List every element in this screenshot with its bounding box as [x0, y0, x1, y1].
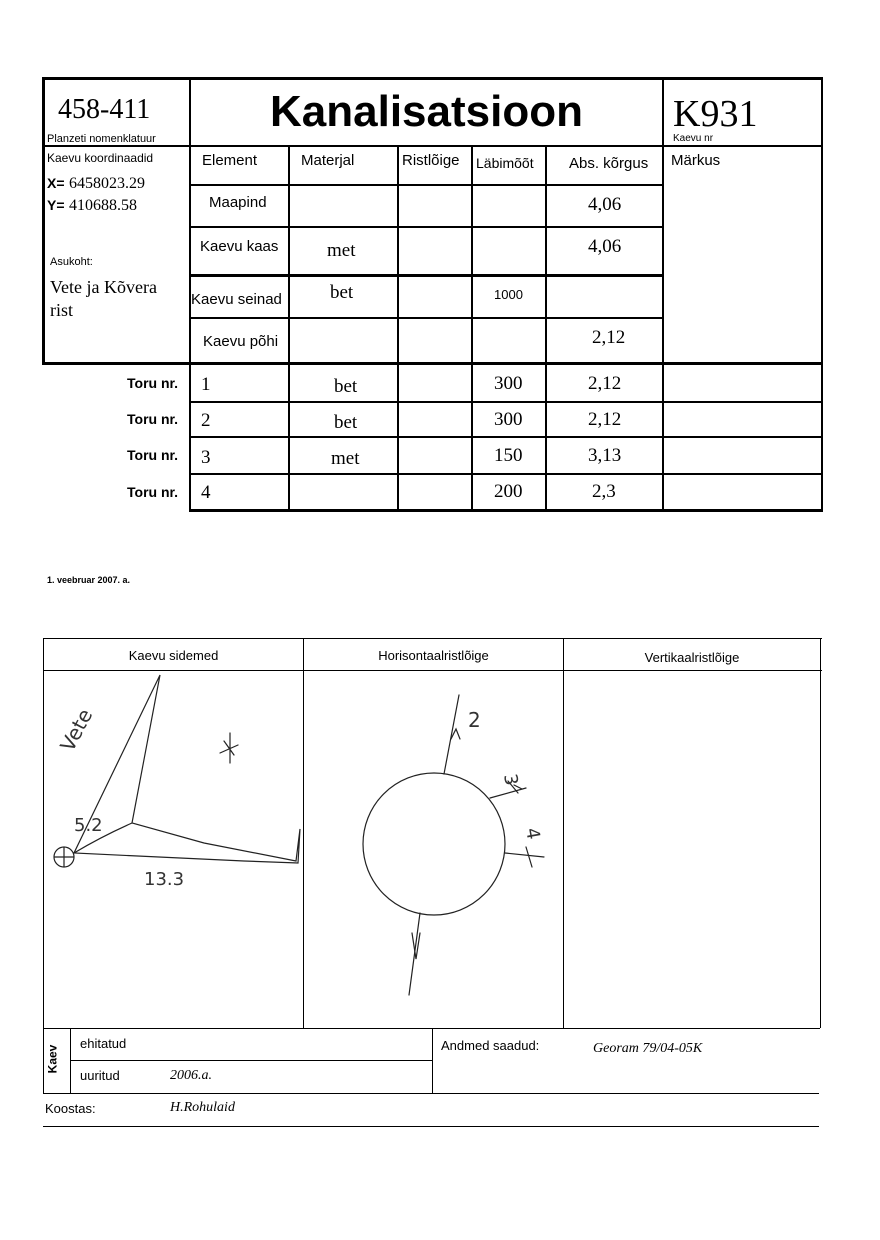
col-elevation: Abs. kõrgus	[569, 155, 649, 172]
sheet-caption: Planzeti nomenklatuur	[47, 133, 156, 145]
page-title: Kanalisatsioon	[270, 87, 583, 136]
row-element: Maapind	[209, 194, 267, 211]
location-label: Asukoht:	[50, 256, 93, 268]
row-element: Kaevu seinad	[191, 291, 282, 308]
pipe-diameter: 300	[494, 373, 523, 394]
horizontal-section-sketch	[304, 671, 563, 1027]
col-material: Materjal	[301, 152, 355, 169]
pipe-diameter: 300	[494, 409, 523, 430]
built-label: ehitatud	[80, 1036, 127, 1051]
pipe-diameter: 200	[494, 481, 523, 502]
location-line-1: Vete ja Kõvera	[50, 277, 157, 297]
pipe-label: Toru nr.	[127, 375, 179, 391]
footer-side-label: Kaev	[45, 1044, 60, 1074]
row-elevation: 4,06	[588, 194, 622, 215]
surveyed-label: uuritud	[80, 1068, 120, 1083]
sheet-number: 458-411	[58, 94, 151, 125]
pipe-label: Toru nr.	[127, 484, 179, 500]
pipe-3-label: 3	[499, 772, 522, 788]
x-label: X=	[47, 175, 65, 191]
pipe-2-label: 2	[468, 708, 481, 732]
data-source-value: Georam 79/04-05K	[593, 1041, 703, 1056]
data-source-label: Andmed saadud:	[441, 1038, 540, 1053]
pipe-label: Toru nr.	[127, 447, 179, 463]
pipe-elevation: 2,12	[588, 373, 622, 394]
col-notes: Märkus	[671, 152, 721, 169]
author-label: Koostas:	[45, 1101, 96, 1116]
y-value: 410688.58	[68, 197, 137, 214]
pipe-number: 3	[201, 447, 211, 468]
distance-b: 13.3	[144, 869, 185, 890]
pipe-number: 4	[201, 482, 211, 503]
pipe-material: bet	[334, 412, 358, 433]
pipe-label: Toru nr.	[127, 411, 179, 427]
pipe-material: bet	[334, 376, 358, 397]
panel-title-connections: Kaevu sidemed	[128, 647, 219, 663]
row-element: Kaevu põhi	[203, 333, 279, 350]
pipe-material: met	[331, 448, 360, 469]
well-number: K931	[673, 93, 758, 135]
x-coordinate	[47, 175, 145, 193]
location-line-2: rist	[50, 300, 74, 320]
row-diameter: 1000	[494, 287, 523, 302]
street-name: Vete	[55, 704, 98, 756]
x-value: 6458023.29	[68, 175, 145, 192]
pipe-number: 2	[201, 410, 211, 431]
pipe-elevation: 3,13	[588, 445, 622, 466]
row-elevation: 2,12	[592, 327, 626, 348]
y-label: Y=	[47, 197, 65, 213]
col-element: Element	[202, 152, 258, 169]
pipe-elevation: 2,3	[592, 481, 616, 502]
pipe-diameter: 150	[494, 445, 523, 466]
panel-title-vertical: Vertikaalristlõige	[644, 649, 740, 665]
panel-title-horizontal: Horisontaalristlõige	[378, 647, 489, 663]
well-caption: Kaevu nr	[673, 133, 714, 144]
col-diameter: Läbimõõt	[476, 155, 534, 171]
pipe-number: 1	[201, 374, 211, 395]
surveyed-value: 2006.a.	[170, 1068, 212, 1083]
y-coordinate	[47, 197, 137, 215]
well-ties-sketch	[44, 671, 303, 1027]
document-date: 1. veebruar 2007. a.	[47, 575, 131, 585]
row-elevation: 4,06	[588, 236, 622, 257]
row-material: met	[327, 240, 356, 261]
row-material: bet	[330, 282, 354, 303]
pipe-elevation: 2,12	[588, 409, 622, 430]
author-value: H.Rohulaid	[170, 1100, 235, 1115]
row-element: Kaevu kaas	[200, 238, 279, 255]
col-section: Ristlõige	[402, 152, 460, 169]
pipe-4-label: 4	[521, 826, 544, 842]
coords-label: Kaevu koordinaadid	[47, 151, 154, 165]
distance-a: 5.2	[74, 815, 103, 836]
